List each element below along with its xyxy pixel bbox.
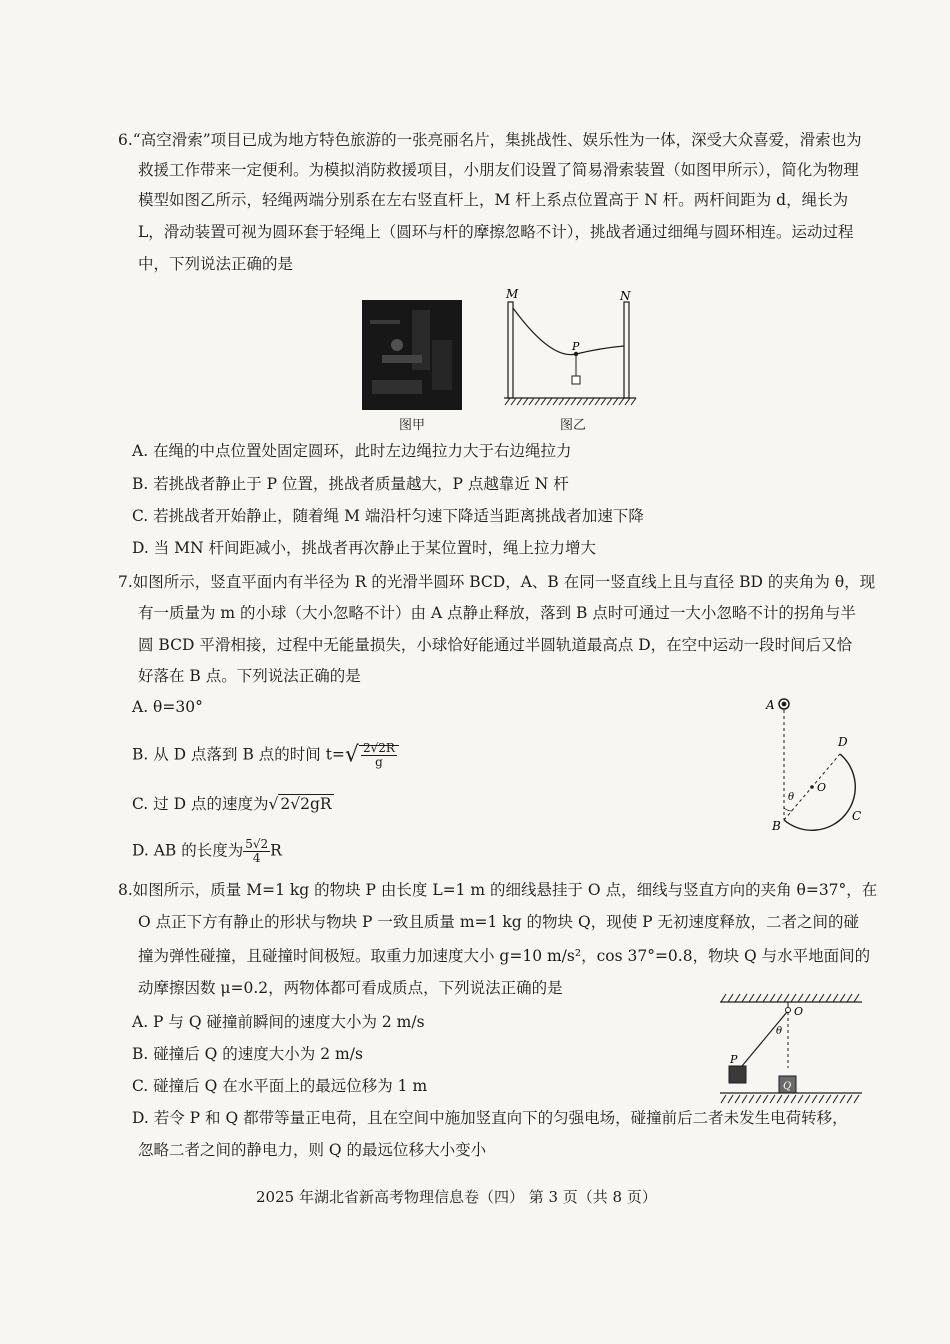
string [742, 1012, 787, 1066]
q8-line-2: O 点正下方有静止的形状与物块 P 一致且质量 m=1 kg 的物块 Q，现使 P 无初速度释放，二者之间的碰 [138, 913, 859, 931]
hatch-mark [583, 398, 588, 405]
hatch-mark [833, 994, 838, 1002]
hatch-mark [756, 1095, 761, 1103]
hatch-mark [763, 994, 768, 1002]
hatch-mark [854, 994, 859, 1002]
label-n: N [620, 289, 631, 303]
hatch-mark [529, 398, 534, 405]
q6-fig-b-caption: 图乙 [560, 418, 587, 433]
hatch-mark [735, 994, 740, 1002]
hatch-mark [505, 398, 510, 405]
q8-line-1: 8.如图所示，质量 M=1 kg 的物块 P 由长度 L=1 m 的细线悬挂于 O 点，细线与竖直方向的夹角 θ=37°，在 [118, 881, 878, 899]
pole-m [508, 302, 513, 398]
q6-line-2: 救援工作带来一定便利。为模拟消防救援项目，小朋友们设置了简易滑索装置（如图甲所示），简化为物理 [138, 161, 859, 179]
challenger-block [572, 376, 580, 384]
label-q: Q [783, 1081, 792, 1092]
q6-line-4: L，滑动装置可视为圆环套于轻绳上（圆环与杆的摩擦忽略不计），挑战者通过细绳与圆环相连。运动过程 [138, 223, 854, 241]
label-m: M [506, 287, 519, 301]
q7-option-a: A. θ=30° [132, 698, 203, 716]
hatch-mark [805, 1095, 810, 1103]
ball-core [782, 702, 787, 707]
hatch-mark [565, 398, 570, 405]
q7-line-3: 圆 BCD 平滑相接，过程中无能量损失，小球恰好能通过半圆轨道最高点 D，在空中运动一段时间后又恰 [138, 636, 853, 654]
hatch-mark [571, 398, 576, 405]
hatch-mark [535, 398, 540, 405]
hatch-mark [791, 1095, 796, 1103]
q6-option-d: D. 当 MN 杆间距减小，挑战者再次静止于某位置时，绳上拉力增大 [132, 539, 597, 557]
hatch-mark [798, 994, 803, 1002]
q6-option-a: A. 在绳的中点位置处固定圆环，此时左边绳拉力大于右边绳拉力 [132, 442, 572, 460]
hatch-mark [777, 994, 782, 1002]
hatch-mark [735, 1095, 740, 1103]
hatch-mark [819, 1095, 824, 1103]
hatch-mark [826, 994, 831, 1002]
floor-hatch [716, 1093, 866, 1105]
hatch-mark [847, 1095, 852, 1103]
q7-option-d-text: D. AB 的长度为 [132, 841, 244, 860]
hatch-mark [749, 1095, 754, 1103]
hatch-mark [625, 398, 630, 405]
hatch-mark [756, 994, 761, 1002]
q8-option-b: B. 碰撞后 Q 的速度大小为 2 m/s [132, 1045, 363, 1063]
hatch-mark [812, 1095, 817, 1103]
hatch-mark [721, 994, 726, 1002]
label-c: C [852, 809, 862, 823]
q7-option-c-radicand: 2√2gR [280, 795, 332, 813]
hatch-mark [547, 398, 552, 405]
hatch-mark [798, 1095, 803, 1103]
hatch-mark [840, 994, 845, 1002]
q6-option-b: B. 若挑战者静止于 P 位置，挑战者质量越大，P 点越靠近 N 杆 [132, 475, 569, 493]
angle-arc [784, 808, 792, 811]
q7-option-d [132, 838, 282, 865]
q7-option-d-num: 5√2 [245, 837, 269, 851]
q7-line-2: 有一质量为 m 的小球（大小忽略不计）由 A 点静止释放，落到 B 点时可通过一大小忽略不计的拐角与半 [138, 604, 856, 622]
hatch-mark [854, 1095, 859, 1103]
hatch-mark [791, 994, 796, 1002]
label-b: B [772, 819, 781, 833]
q7-line-4: 好落在 B 点。下列说法正确的是 [138, 667, 361, 685]
hatch-mark [770, 1095, 775, 1103]
hatch-mark [763, 1095, 768, 1103]
q7-option-d-r: R [270, 841, 282, 860]
q8-line-4: 动摩擦因数 μ=0.2，两物体都可看成质点，下列说法正确的是 [138, 979, 563, 997]
rope [513, 308, 624, 355]
hatch-mark [770, 994, 775, 1002]
ground-hatch [505, 398, 636, 405]
q6-zipline-diagram [496, 286, 646, 414]
hatch-mark [819, 994, 824, 1002]
q7-option-b-den: g [375, 755, 383, 769]
hatch-mark [601, 398, 606, 405]
hatch-mark [589, 398, 594, 405]
q7-option-b-text: B. 从 D 点落到 B 点的时间 t= [132, 745, 345, 764]
hatch-mark [721, 1095, 726, 1103]
label-theta: θ [788, 792, 795, 803]
q6-line-3: 模型如图乙所示，轻绳两端分别系在左右竖直杆上，M 杆上系点位置高于 N 杆。两杆间距为 d，绳长为 [138, 191, 849, 209]
hatch-mark [613, 398, 618, 405]
hatch-mark [517, 398, 522, 405]
label-theta: θ [776, 1026, 783, 1037]
pivot-o [786, 1008, 791, 1013]
pole-n [624, 302, 629, 398]
hatch-mark [541, 398, 546, 405]
block-p [729, 1066, 746, 1083]
q8-option-d: D. 若令 P 和 Q 都带等量正电荷，且在空间中施加竖直向下的匀强电场，碰撞前后二者未发生电荷转移， [132, 1109, 848, 1127]
hatch-mark [607, 398, 612, 405]
label-o: O [794, 1005, 804, 1018]
hatch-mark [812, 994, 817, 1002]
hatch-mark [749, 994, 754, 1002]
hatch-mark [840, 1095, 845, 1103]
hatch-mark [728, 1095, 733, 1103]
label-o: O [817, 781, 827, 794]
hatch-mark [826, 1095, 831, 1103]
center-o [810, 785, 814, 789]
hatch-mark [595, 398, 600, 405]
hatch-mark [742, 1095, 747, 1103]
q6-line-5: 中，下列说法正确的是 [138, 255, 294, 273]
q6-photo-figure [362, 300, 462, 410]
photo-texture [362, 300, 462, 410]
hatch-mark [784, 1095, 789, 1103]
label-d: D [838, 735, 848, 749]
hatch-mark [619, 398, 624, 405]
hatch-mark [523, 398, 528, 405]
label-a: A [766, 698, 775, 712]
q7-semicircle-diagram [760, 692, 880, 842]
q7-option-c: C. 过 D 点的速度为√ 2√2gR [132, 795, 332, 813]
q7-option-b-num: 2√2R [362, 741, 395, 755]
page-footer: 2025 年湖北省新高考物理信息卷（四） 第 3 页（共 8 页） [256, 1188, 657, 1206]
q7-option-c-text: C. 过 D 点的速度为 [132, 795, 269, 813]
label-p: P [572, 340, 580, 353]
hatch-mark [784, 994, 789, 1002]
q7-option-b: B. 从 D 点落到 B 点的时间 t=√ $\frac{2√2R}{g}$ [132, 742, 399, 769]
hatch-mark [805, 994, 810, 1002]
q8-line-3: 撞为弹性碰撞，且碰撞时间极短。取重力加速度大小 g=10 m/s²，cos 37°=0.8，物块 Q 与水平地面间的 [138, 947, 871, 965]
hatch-mark [777, 1095, 782, 1103]
hatch-mark [511, 398, 516, 405]
q7-line-1: 7.如图所示，竖直平面内有半径为 R 的光滑半圆环 BCD，A、B 在同一竖直线上且与直径 BD 的夹角为 θ，现 [118, 573, 876, 591]
q6-line-1: 6.“高空滑索”项目已成为地方特色旅游的一张亮丽名片，集挑战性、娱乐性为一体，深受大众喜爱，滑索也为 [118, 131, 862, 149]
hatch-mark [577, 398, 582, 405]
hatch-mark [833, 1095, 838, 1103]
label-p: P [730, 1053, 738, 1066]
hatch-mark [631, 398, 636, 405]
q8-option-a: A. P 与 Q 碰撞前瞬间的速度大小为 2 m/s [132, 1013, 425, 1031]
q6-fig-a-caption: 图甲 [399, 418, 426, 433]
q8-option-d-cont: 忽略二者之间的静电力，则 Q 的最远位移大小变小 [138, 1141, 487, 1159]
hatch-mark [847, 994, 852, 1002]
hatch-mark [728, 994, 733, 1002]
q8-pendulum-diagram [716, 990, 866, 1096]
hatch-mark [553, 398, 558, 405]
hatch-mark [742, 994, 747, 1002]
q6-option-c: C. 若挑战者开始静止，随着绳 M 端沿杆匀速下降适当距离挑战者加速下降 [132, 507, 644, 525]
hatch-mark [559, 398, 564, 405]
q8-option-c: C. 碰撞后 Q 在水平面上的最远位移为 1 m [132, 1077, 428, 1095]
q7-option-d-den: 4 [252, 851, 261, 865]
ceiling-hatch [721, 994, 859, 1002]
